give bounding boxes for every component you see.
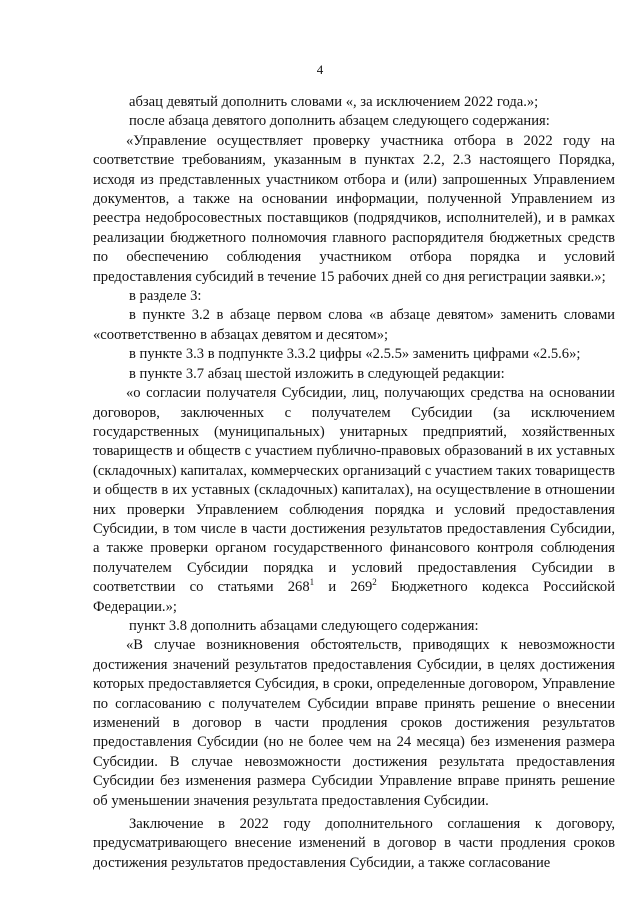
- paragraph-abzac-9: абзац девятый дополнить словами «, за исключением 2022 года.»;: [129, 94, 539, 110]
- quote-upravlenie-proverka: «Управление осуществляет проверку участника отбора в 2022 году на соответствие требованиям, указанным в пунктах 2.2, 2.3 настоящего Порядка, исходя из представленных участником отбора и (или) запрошенных Управлением документов, а также на основании информации, полученной Управлением из реестра недобросовестных поставщиков (подрядчиков, исполнителей), и в рамках реализации бюджетного полномочия главного распорядителя бюджетных средств по обеспечению соблюдения участником отбора порядка и условий предоставления субсидий в течение 15 рабочих дней со дня регистрации заявки.»;: [93, 132, 615, 285]
- paragraph-punkt-3-3: в пункте 3.3 в подпункте 3.3.2 цифры «2.5.5» заменить цифрами «2.5.6»;: [129, 346, 581, 363]
- quote-punkt-3-7-end: Бюджетного кодекса Российской Федерации.»;: [93, 579, 616, 615]
- paragraph-punkt-3-2: в пункте 3.2 в абзаце первом слова «в абзаце девятом» заменить словами «соответственно в абзацах девятом и десятом»;: [93, 307, 615, 343]
- superscript-2: 2: [372, 577, 377, 588]
- paragraph-razdel-3: в разделе 3:: [129, 288, 202, 305]
- paragraph-after-abzac-9: после абзаца девятого дополнить абзацем следующего содержания:: [129, 113, 550, 130]
- document-body: [93, 93, 615, 873]
- page-number: 4: [316, 62, 324, 77]
- quote-punkt-3-7-text: «о согласии получателя Субсидии, лиц, получающих средства на основании договоров, заключенных с получателем Субсидии (за исключением государственных (муниципальных) унитарных предприятий, хозяйственных товариществ и обществ с участием публично-правовых образований в их уставных (складочных) капиталах, коммерческих организаций с участием таких товариществ и обществ в их уставных (складочных) капиталах), на осуществление в отношении них проверки Управлением соблюдения порядка и условий предоставления Субсидии, в том числе в части достижения результатов предоставления Субсидии, а также проверки органом государственного финансового контроля соблюдения получателем Субсидии порядка и условий предоставления Субсидии в соответствии со статьями 268: [93, 385, 615, 596]
- paragraph-zaklyuchenie: Заключение в 2022 году дополнительного соглашения к договору, предусматривающего внесение изменений в договор в части продления сроков достижения результатов предоставления Субсидии, а также согласование: [93, 816, 615, 871]
- superscript-1: 1: [309, 577, 315, 588]
- quote-punkt-3-8: «В случае возникновения обстоятельств, приводящих к невозможности достижения значений результатов предоставления Субсидии, в целях достижения которых предоставляется Субсидия, в сроки, определенные договором, Управление по согласованию с получателем Субсидии вправе принять решение о внесении изменений в договор в части продления сроков достижения результатов предоставления Субсидии (но не более чем на 24 месяца) без изменения размера Субсидии. В случае невозможности достижения результата предоставления Субсидии без изменения размера Субсидии Управление вправе принять решение об уменьшении значения результата предоставления Субсидии.: [93, 637, 615, 809]
- paragraph-punkt-3-7: в пункте 3.7 абзац шестой изложить в следующей редакции:: [129, 365, 505, 382]
- quote-punkt-3-7-mid: и 269: [314, 579, 373, 596]
- quote-punkt-3-7: [93, 384, 615, 617]
- paragraph-punkt-3-8: пункт 3.8 дополнить абзацами следующего содержания:: [129, 617, 479, 634]
